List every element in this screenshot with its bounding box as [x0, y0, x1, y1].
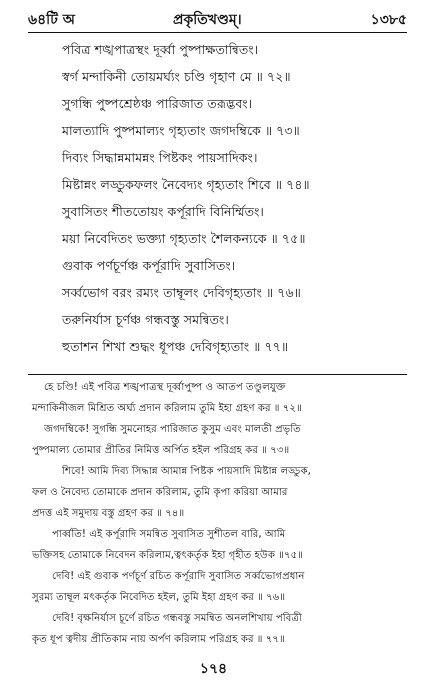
verse-line: তরুনির্যাস চূর্ণঞ্চ গন্ধবস্তু সমন্বিতং।: [62, 312, 229, 327]
page-header: [28, 8, 407, 32]
verse-line: দিব্যং সিদ্ধান্নমামন্নং পিষ্টকং পায়সাদিকং।: [62, 150, 258, 165]
translation-line: কৃত ধূপ ত্বদীয় প্রীতিকাম নায় অর্পণ করিলাম পরিগ্রহ কর ॥ ৭৭॥: [32, 634, 285, 645]
translation-line: সুরম্য তাম্বূল মৎকর্তৃক নিবেদিত হইল, তুমি ইহা গ্রহণ কর ॥ ৭৬॥: [32, 592, 286, 603]
translation-line: দেবি! বৃক্ষনির্যাস চূর্ণে রচিত গন্ধবস্তু সমন্বিত অনলশিখায় পবিত্রী: [52, 613, 302, 624]
header-page-number: ১৩৮৫: [370, 12, 407, 28]
translation-line: দেবি! এই গুবাক পর্ণচূর্ণ রচিত কর্পূরাদি সুবাসিত সর্ব্বভোগপ্রধান: [52, 571, 305, 582]
translation-line: ভক্তিসহ তোমাকে নিবেদন করিলাম,ত্বৎকর্তৃক ইহা গৃহীত হউক ॥৭৫॥: [32, 550, 303, 561]
header-rule: [28, 32, 407, 33]
header-chapter-label: ৬৪টি অ: [28, 12, 75, 28]
verse-line: স্বর্গ মন্দাকিনী তোয়মর্ঘ্যং চণ্ডি গৃহাণ মে ॥ ৭২॥: [62, 69, 291, 84]
verse-line: হুতাশন শিখা শুদ্ধং ধূপঞ্চ দেবিগৃহ্যতাং ॥ ৭৭॥: [62, 339, 289, 354]
translation-line: হে চণ্ডি! এই পবিত্র শঙ্খপাত্রস্থ দূর্ব্বাপুষ্প ও আতপ তণ্ডুলযুক্ত: [44, 382, 286, 393]
header-title: প্রকৃতিখণ্ডম্।: [173, 12, 242, 28]
section-divider: [28, 374, 407, 375]
translation-line: মন্দাকিনীজল মিশ্রিত অর্ঘ্য প্রদান করিলাম তুমি ইহা গ্রহণ কর ॥ ৭২॥: [32, 403, 302, 414]
verse-line: গুবাক পর্ণচূর্ণঞ্চ কর্পূরাদি সুবাসিতং।: [62, 258, 236, 273]
verse-line: মিষ্টান্নং লড্ডুকফলং নৈবেদ্যং গৃহ্যতাং শিবে ॥ ৭৪॥: [62, 177, 310, 192]
translation-line: প্রদত্ত এই সমুদায় বস্তু গ্রহণ কর ॥ ৭৪॥: [32, 508, 185, 519]
translation-line: পার্ব্বতি! এই কর্পূরাদি সমন্বিত সুবাসিত সুশীতল বারি, আমি: [52, 529, 286, 540]
verse-line: মালত্যাদি পুষ্পমাল্যং গৃহ্যতাং জগদম্বিকে ॥ ৭৩॥: [62, 123, 300, 138]
verse-line: পবিত্র শঙ্খপাত্রস্থং দূর্ব্বা পুষ্পাক্ষতান্বিতং।: [62, 42, 259, 57]
verse-line: সুগন্ধি পুষ্পশ্রেষ্ঠঞ্চ পারিজাত তরূদ্ভবং।: [62, 96, 253, 111]
verse-line: সুবাসিতং শীততোয়ং কর্পূরাদি বিনির্ম্মিতং।: [62, 204, 265, 219]
footer-page-number: ১৭৪: [199, 661, 228, 677]
verse-line: সর্ব্বভোগ বরং রম্যং তাম্বূলং দেবিগৃহ্যতাং ॥ ৭৬॥: [62, 285, 301, 300]
translation-line: জগদম্বিকে! সুগন্ধি সুমনোহর পারিজাত কুসুম এবং মালতী প্রভৃতি: [44, 424, 301, 435]
translation-line: শিবে! আমি দিব্য সিদ্ধান্ন আমান্ন পিষ্টক পায়সাদি মিষ্টান্ন লড্ডুক,: [62, 466, 311, 477]
translation-line: পুষ্পমাল্য তোমার প্রীতির নিমিত্ত অর্পিত হইল পরিগ্রহ কর ॥ ৭৩॥: [32, 445, 290, 456]
translation-line: ফল ও নৈবেদ্য তোমাকে প্রদান করিলাম, তুমি কৃপা করিয়া আমার: [32, 487, 288, 498]
verse-line: ময়া নিবেদিতং ভক্ত্যা গৃহ্যতাং শৈলকন্যকে ॥ ৭৫॥: [62, 231, 306, 246]
